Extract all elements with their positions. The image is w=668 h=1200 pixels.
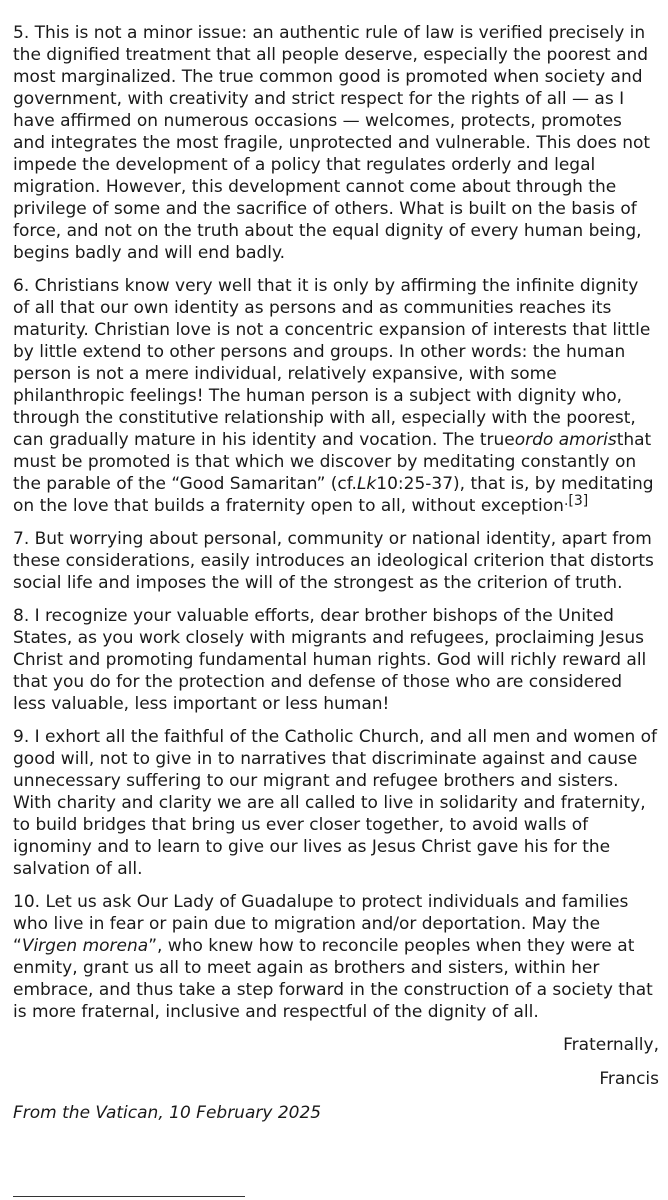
salutation: Fraternally,: [563, 1035, 659, 1055]
dateline: From the Vatican, 10 February 2025: [13, 1103, 322, 1123]
signature: Francis: [599, 1069, 659, 1089]
paragraph-9: 9. I exhort all the faithful of the Catholic Church, and all men and women of good will, not to give in to narratives that discriminate against and cause unnecessary suffering to our migrant and refugee brothers and sisters. With charity and clarity we are all called to live in solidarity and fraternity, to build bridges that bring us ever closer together, to avoid walls of ignominy and to learn to give our lives as Jesus Christ gave his for the salvation of all.: [13, 727, 658, 879]
paragraph-6: [13, 275, 659, 517]
paragraph-6-text-3: 10:25-37), that is, by meditating on the love that builds a fraternity open to all, without exception: [13, 474, 654, 516]
paragraph-7: 7. But worrying about personal, community or national identity, apart from these considerations, easily introduces an ideological criterion that distorts social life and imposes the will of the strongest as the criterion of truth.: [13, 529, 654, 593]
paragraph-6-text-1: 6. Christians know very well that it is only by affirming the infinite dignity of all that our own identity as persons and as communities reaches its maturity. Christian love is not a concentric expansion of interests that little by little extend to other persons and groups. In other words: the human person is not a mere individual, relatively expansive, with some philanthropic feelings! The human person is a subject with dignity who, through the constitutive relationship with all, especially with the poorest, can gradually mature in his identity and vocation. The true: [13, 276, 651, 450]
paragraph-6-text-2: that must be promoted is that which we discover by meditating constantly on the parable of the “Good Samaritan” (cf.: [13, 430, 652, 494]
footnote-marker[interactable]: [564, 493, 588, 509]
paragraph-5: 5. This is not a minor issue: an authentic rule of law is verified precisely in the dignified treatment that all people deserve, especially the poorest and most marginalized. The true common good is promoted when society and government, with creativity and strict respect for the rights of all — as I have affirmed on numerous occasions — welcomes, protects, promotes and integrates the most fragile, unprotected and vulnerable. This does not impede the development of a policy that regulates orderly and legal migration. However, this development cannot come about through the privilege of some and the sacrifice of others. What is built on the basis of force, and not on the truth about the equal dignity of every human being, begins badly and will end badly.: [13, 23, 651, 263]
letter-body: [13, 22, 659, 1136]
virgen-morena-term: Virgen morena: [21, 936, 149, 956]
paragraph-10: [13, 891, 659, 1023]
footnote-number: [3]: [568, 493, 589, 509]
paragraph-10-text-1: 10. Let us ask Our Lady of Guadalupe to protect individuals and families who live in fear or pain due to migration and/or deportation. May the “: [13, 892, 629, 956]
paragraph-10-text-2: ”, who knew how to reconcile peoples when they were at enmity, grant us all to meet again as brothers and sisters, within her embrace, and thus take a step forward in the construction of a society that is more fraternal, inclusive and respectful of the dignity of all.: [13, 936, 653, 1022]
footnote-period: .: [563, 493, 569, 509]
footnote-divider: [13, 1196, 245, 1197]
ordo-amoris-term: ordo amoris: [514, 430, 617, 450]
luke-reference: Lk: [356, 474, 377, 494]
paragraph-8: 8. I recognize your valuable efforts, dear brother bishops of the United States, as you work closely with migrants and refugees, proclaiming Jesus Christ and promoting fundamental human rights. God will richly reward all that you do for the protection and defense of those who are considered less valuable, less important or less human!: [13, 606, 647, 714]
